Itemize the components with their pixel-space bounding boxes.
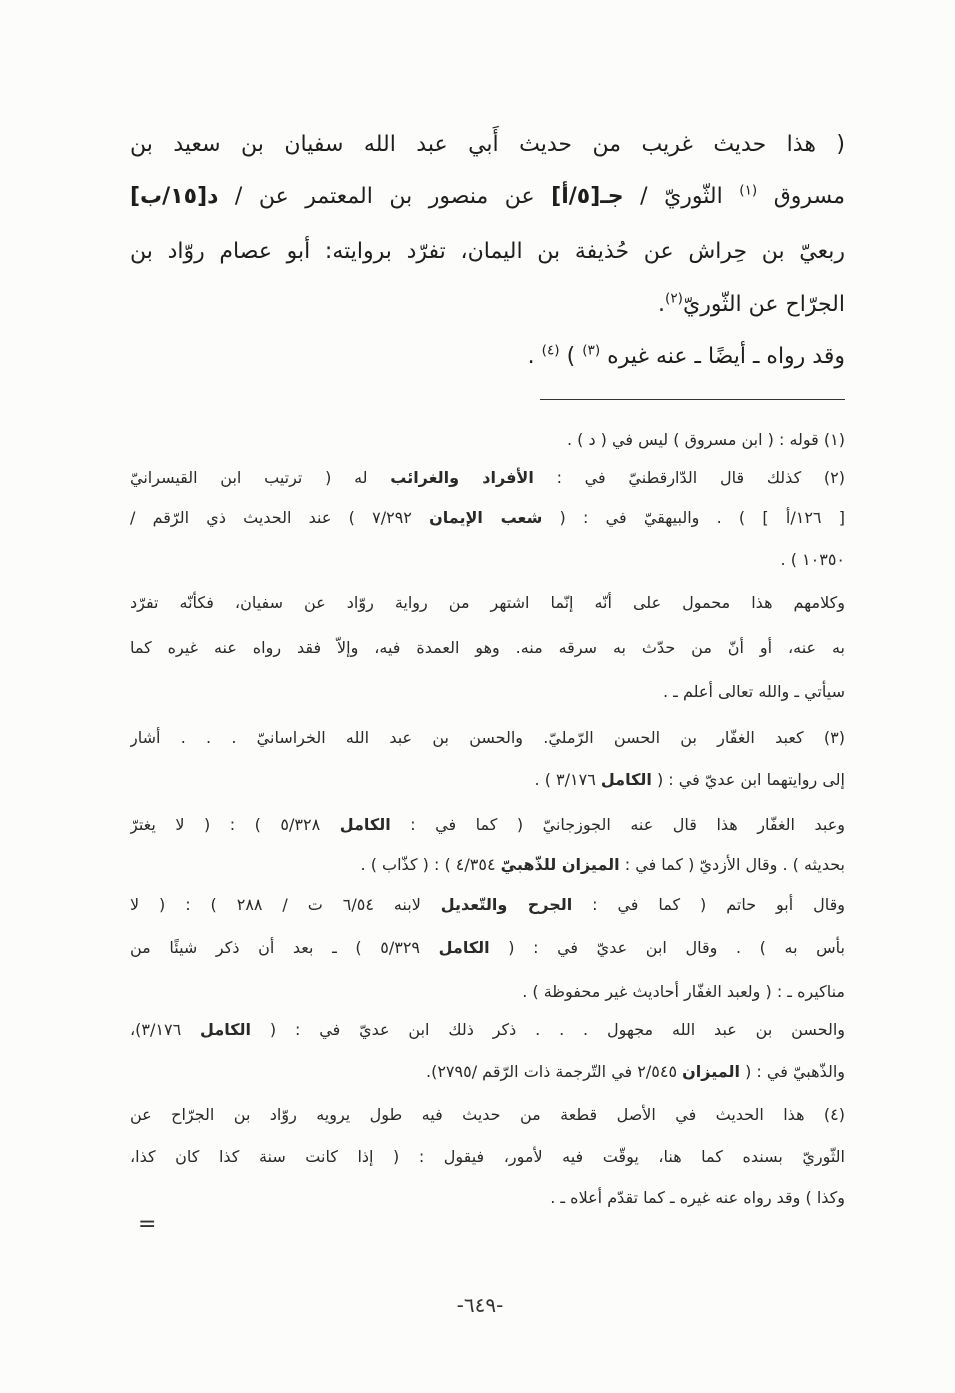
text-segment: وعبد الغفّار هذا قال عنه الجوزجانيّ ( كما في : bbox=[390, 815, 845, 834]
footnote-line bbox=[130, 423, 845, 457]
text-segment: بحديثه ) . وقال الأزديّ ( كما في : bbox=[619, 855, 845, 874]
main-text-line bbox=[130, 177, 845, 217]
footnote-line bbox=[130, 461, 845, 495]
text-segment: (١) قوله : ( ابن مسروق ) ليس في ( د ) . bbox=[566, 430, 845, 449]
bold-citation: الجرح والتّعديل bbox=[440, 895, 573, 914]
text-segment: بأس به ) . وقال ابن عديّ في : ( bbox=[489, 938, 845, 957]
text-segment: الثّوريّ / bbox=[623, 184, 740, 209]
footnote-line bbox=[130, 763, 845, 797]
text-segment: (٣) كعبد الغفّار بن الحسن الرّمليّ. والحسن بن عبد الله الخراسانيّ . . . أشار bbox=[130, 728, 845, 747]
text-segment: وكذا ) وقد رواه عنه غيره ـ كما تقدّم أعلاه ـ . bbox=[550, 1188, 845, 1207]
main-text-line bbox=[130, 232, 845, 272]
footnote-line bbox=[130, 721, 845, 755]
text-segment: [ ١٢٦/أ ] ) . والبيهقيّ في : ( bbox=[542, 508, 845, 527]
text-segment: ٧/٢٩٢ ) عند الحديث ذي الرّقم / bbox=[130, 508, 430, 527]
footnote-reference: (٤) bbox=[541, 342, 560, 359]
text-segment: الثّوريّ بسنده كما هنا، يوقّت فيه لأمور، فيقول : ( إذا كانت سنة كذا كان كذا، bbox=[130, 1147, 845, 1166]
main-text-line bbox=[130, 285, 845, 325]
footnote-line bbox=[130, 543, 845, 577]
text-segment: ( هذا حديث غريب من حديث أَبي عبد الله سفيان بن سعيد بن bbox=[130, 132, 845, 157]
text-segment: . bbox=[658, 292, 666, 317]
text-segment: مناكيره ـ : ( ولعبد الغفّار أحاديث غير محفوظة ) . bbox=[522, 982, 845, 1001]
bold-citation: الميزان bbox=[682, 1062, 740, 1081]
bold-citation: الكامل bbox=[438, 938, 490, 957]
text-segment: ٣/١٧٦ ) . bbox=[534, 770, 601, 789]
footnote-line bbox=[130, 975, 845, 1009]
text-segment: ١٠٣٥٠ ) . bbox=[780, 550, 845, 569]
text-segment: ربعيّ بن حِراش عن حُذيفة بن اليمان، تفرّد بروايته: أبو عصام روّاد بن bbox=[130, 239, 845, 264]
text-segment: والذّهبيّ في : ( bbox=[739, 1062, 845, 1081]
footnote-line bbox=[130, 808, 845, 842]
footnote-line bbox=[130, 1055, 845, 1089]
footnote-reference: (٣) bbox=[582, 342, 601, 359]
text-segment: لابنه ٦/٥٤ ت / ٢٨٨ ) : ( لا bbox=[130, 895, 441, 914]
text-segment: ٢/٥٤٥ في التّرجمة ذات الرّقم /٢٧٩٥). bbox=[426, 1062, 683, 1081]
text-segment: (٤) هذا الحديث في الأصل قطعة من حديث فيه طول يرويه روّاد بن الجرّاح عن bbox=[130, 1105, 845, 1124]
footnote-line bbox=[130, 1013, 845, 1047]
main-text-line bbox=[130, 337, 845, 377]
text-segment: به عنه، أو أنّ من حدّث به سرقه منه. وهو العمدة فيه، وإلاّ فقد رواه عنه غيره كما bbox=[130, 638, 845, 657]
bold-citation: الكامل bbox=[200, 1020, 252, 1039]
text-segment: . bbox=[527, 344, 542, 369]
bold-citation: الميزان للذّهبيّ bbox=[500, 855, 620, 874]
footnote-line bbox=[130, 501, 845, 535]
text-segment: (٢) كذلك قال الدّارقطنيّ في : bbox=[533, 468, 845, 487]
text-segment: وقد رواه ـ أيضًا ـ عنه غيره bbox=[600, 344, 845, 369]
page-number: -٦٤٩- bbox=[456, 1293, 504, 1317]
footnote-line bbox=[130, 931, 845, 965]
footnote-line bbox=[130, 888, 845, 922]
footnote-line bbox=[130, 1098, 845, 1132]
text-segment: سيأتي ـ والله تعالى أعلم ـ . bbox=[663, 682, 845, 701]
continuation-mark: = bbox=[138, 1212, 157, 1237]
footnote-line bbox=[130, 586, 845, 620]
bold-citation: شعب الإيمان bbox=[429, 508, 543, 527]
text-segment: إلى روايتهما ابن عديّ في : ( bbox=[651, 770, 845, 789]
footnote-reference: (٢) bbox=[665, 290, 683, 307]
bold-citation: الكامل bbox=[600, 770, 652, 789]
footnote-reference: (١) bbox=[739, 182, 758, 199]
footnote-line bbox=[130, 631, 845, 665]
footnote-line bbox=[130, 675, 845, 709]
text-segment: مسروق bbox=[757, 184, 845, 209]
bold-citation: جـ[٥/أ] bbox=[551, 184, 624, 209]
bold-citation: د[١٥/ب] bbox=[130, 184, 219, 209]
text-segment: والحسن بن عبد الله مجهول . . . ذكر ذلك ابن عديّ في : ( bbox=[251, 1020, 845, 1039]
text-segment: ٥/٣٢٩ ) ـ بعد أن ذكر شيئًا من bbox=[130, 938, 439, 957]
footnote-line bbox=[130, 848, 845, 882]
text-segment: ٤/٣٥٤ ) : ( كذّاب ) . bbox=[360, 855, 501, 874]
footnote-separator bbox=[540, 399, 845, 400]
footnote-line bbox=[130, 1181, 845, 1215]
text-segment: وكلامهم هذا محمول على أنّه إنّما اشتهر من رواية روّاد عن سفيان، فكأنّه تفرّد bbox=[130, 593, 845, 612]
bold-citation: الأفراد والغرائب bbox=[390, 468, 534, 487]
text-segment: وقال أبو حاتم ( كما في : bbox=[572, 895, 845, 914]
main-text-line bbox=[130, 125, 845, 165]
text-segment: الجرّاح عن الثّوريّ bbox=[683, 292, 845, 317]
text-segment: ٣/١٧٦)، bbox=[130, 1020, 201, 1039]
text-segment: له ( ترتيب ابن القيسرانيّ bbox=[130, 468, 391, 487]
text-segment: ) bbox=[559, 344, 583, 369]
text-segment: ٥/٣٢٨ ) : ( لا يغترّ bbox=[130, 815, 340, 834]
footnote-line bbox=[130, 1140, 845, 1174]
bold-citation: الكامل bbox=[339, 815, 391, 834]
text-segment: عن منصور بن المعتمر عن / bbox=[218, 184, 552, 209]
